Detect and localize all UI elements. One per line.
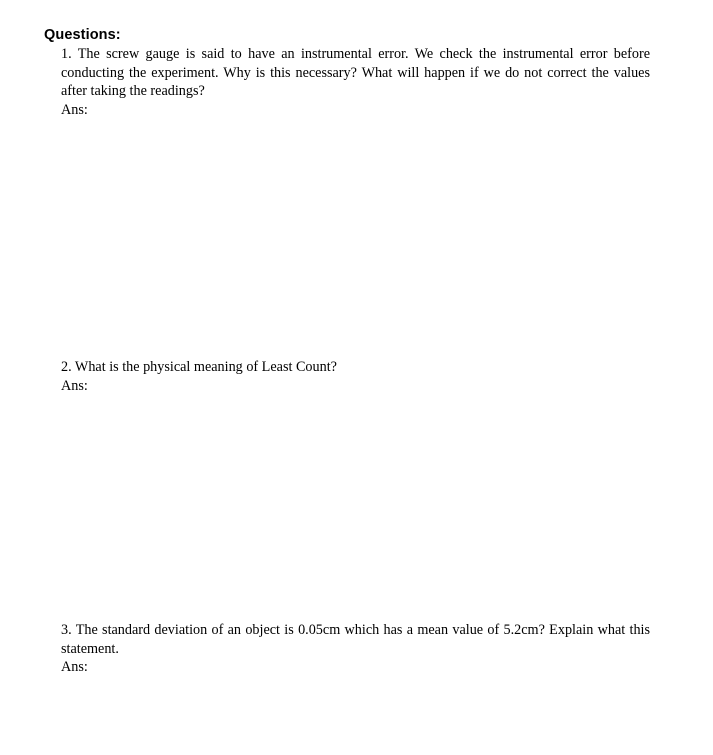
- question-2-text: 2. What is the physical meaning of Least Count?: [61, 359, 337, 375]
- question-3: [61, 621, 650, 677]
- question-3-text: 3. The standard deviation of an object is 0.05cm which has a mean value of 5.2cm? Explain what this statement.: [61, 622, 650, 657]
- question-3-answer-label: Ans:: [61, 659, 88, 675]
- question-1-text: 1. The screw gauge is said to have an instrumental error. We check the instrumental error before conducting the experiment. Why is this necessary? What will happen if we do not correct the values after taking the readings?: [61, 46, 650, 99]
- question-1-answer-label: Ans:: [61, 101, 88, 118]
- section-heading: Questions:: [44, 27, 121, 43]
- question-2: [61, 358, 650, 395]
- question-1: [61, 45, 650, 119]
- question-2-answer-label: Ans:: [61, 377, 88, 394]
